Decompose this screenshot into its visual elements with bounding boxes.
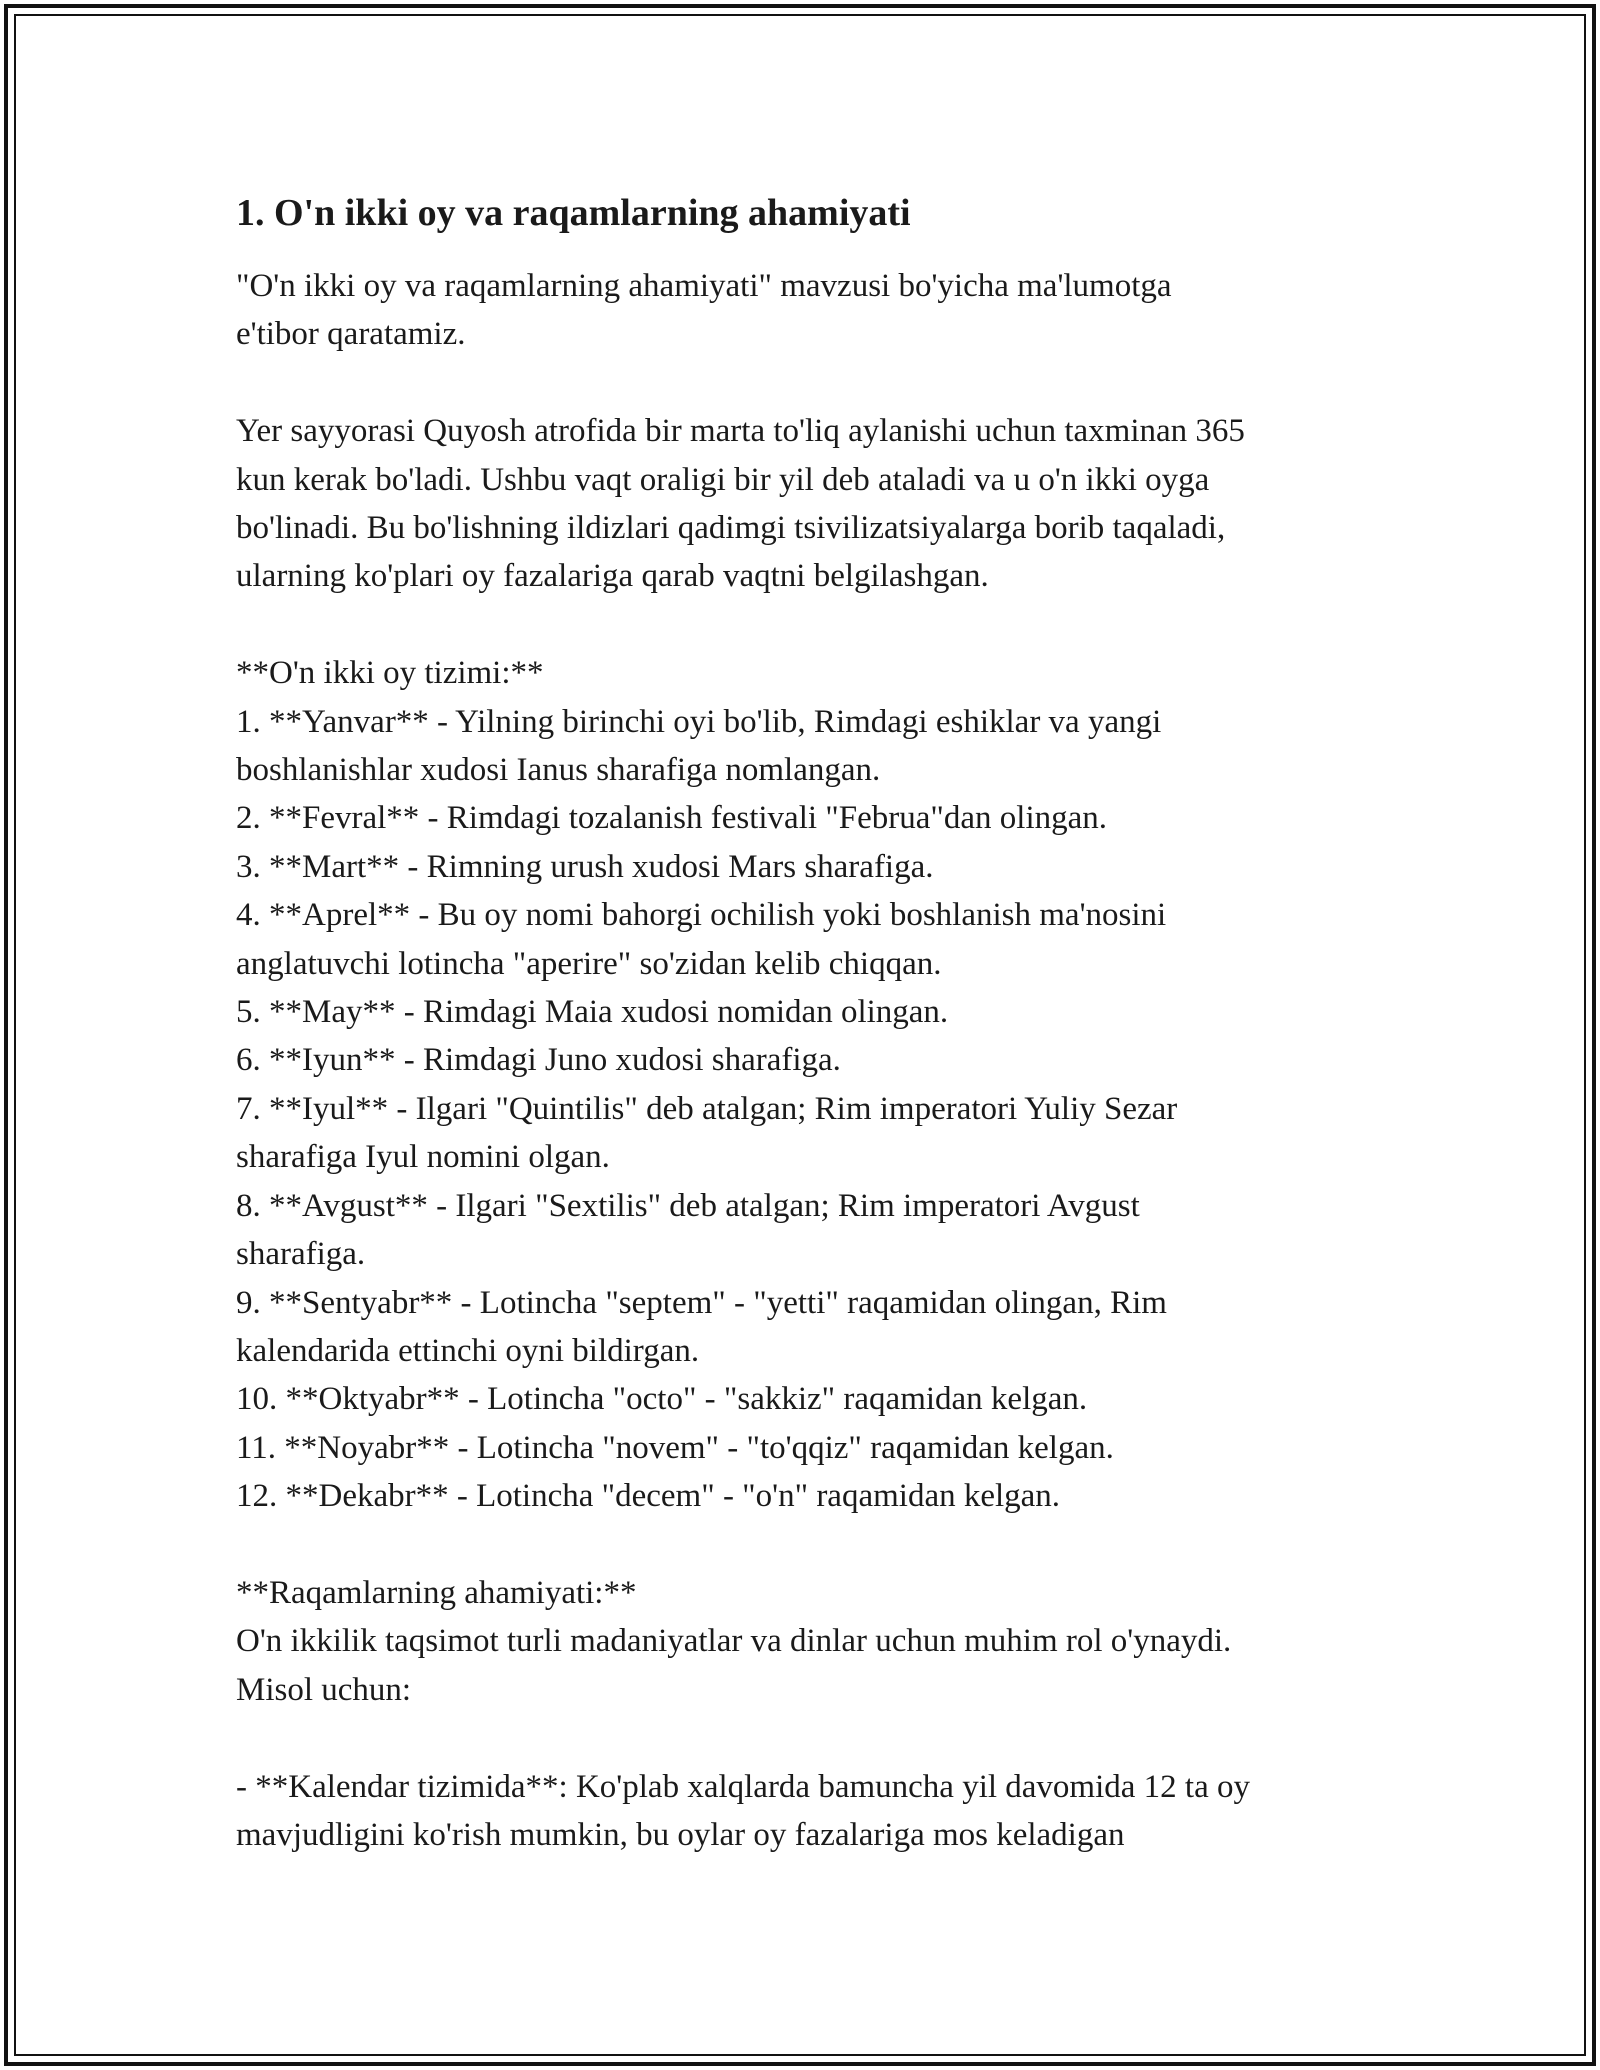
calendar-bullet: - **Kalendar tizimida**: Ko'plab xalqlarda bamuncha yil davomida 12 ta oy mavjudligini ko'rish mumkin, bu oylar oy fazalariga mos keladigan xyxy=(236,1768,1250,1853)
document-body xyxy=(236,186,1386,1859)
months-list: **O'n ikki oy tizimi:** 1. **Yanvar** - Yilning birinchi oyi bo'lib, Rimdagi eshiklar va yangi boshlanishlar xudosi Ianus sharafiga nomlangan. 2. **Fevral** - Rimdagi tozalanish festivali "Februa"dan olingan. 3. **Mart** - Rimning urush xudosi Mars sharafiga. 4. **Aprel** - Bu oy nomi bahorgi ochilish yoki boshlanish ma'nosini anglatuvchi lotincha "aperire" so'zidan kelib chiqqan. 5. **May** - Rimdagi Maia xudosi nomidan olingan. 6. **Iyun** - Rimdagi Juno xudosi sharafiga. 7. **Iyul** - Ilgari "Quintilis" deb atalgan; Rim imperatori Yuliy Sezar sharafiga Iyul nomini olgan. 8. **Avgust** - Ilgari "Sextilis" deb atalgan; Rim imperatori Avgust sharafiga. 9. **Sentyabr** - Lotincha "septem" - "yetti" raqamidan olingan, Rim kalendarida ettinchi oyni bildirgan. 10. **Oktyabr** - Lotincha "octo" - "sakkiz" raqamidan kelgan. 11. **Noyabr** - Lotincha "novem" - "to'qqiz" raqamidan kelgan. 12. **Dekabr** - Lotincha "decem" - "o'n" raqamidan kelgan. xyxy=(236,655,1178,1515)
intro-paragraph: "O'n ikki oy va raqamlarning ahamiyati" mavzusi bo'yicha ma'lumotga e'tibor qaratamiz. xyxy=(236,268,1172,353)
document-title: 1. O'n ikki oy va raqamlarning ahamiyati xyxy=(236,192,911,234)
earth-orbit-paragraph: Yer sayyorasi Quyosh atrofida bir marta to'liq aylanishi uchun taxminan 365 kun kerak bo'ladi. Ushbu vaqt oraligi bir yil deb ataladi va u o'n ikki oyga bo'linadi. Bu bo'lishning ildizlari qadimgi tsivilizatsiyalarga borib taqaladi, ularning ko'plari oy fazalariga qarab vaqtni belgilashgan. xyxy=(236,413,1245,595)
numbers-significance-section: **Raqamlarning ahamiyati:** O'n ikkilik taqsimot turli madaniyatlar va dinlar uchun muhim rol o'ynaydi. Misol uchun: xyxy=(236,1574,1232,1708)
